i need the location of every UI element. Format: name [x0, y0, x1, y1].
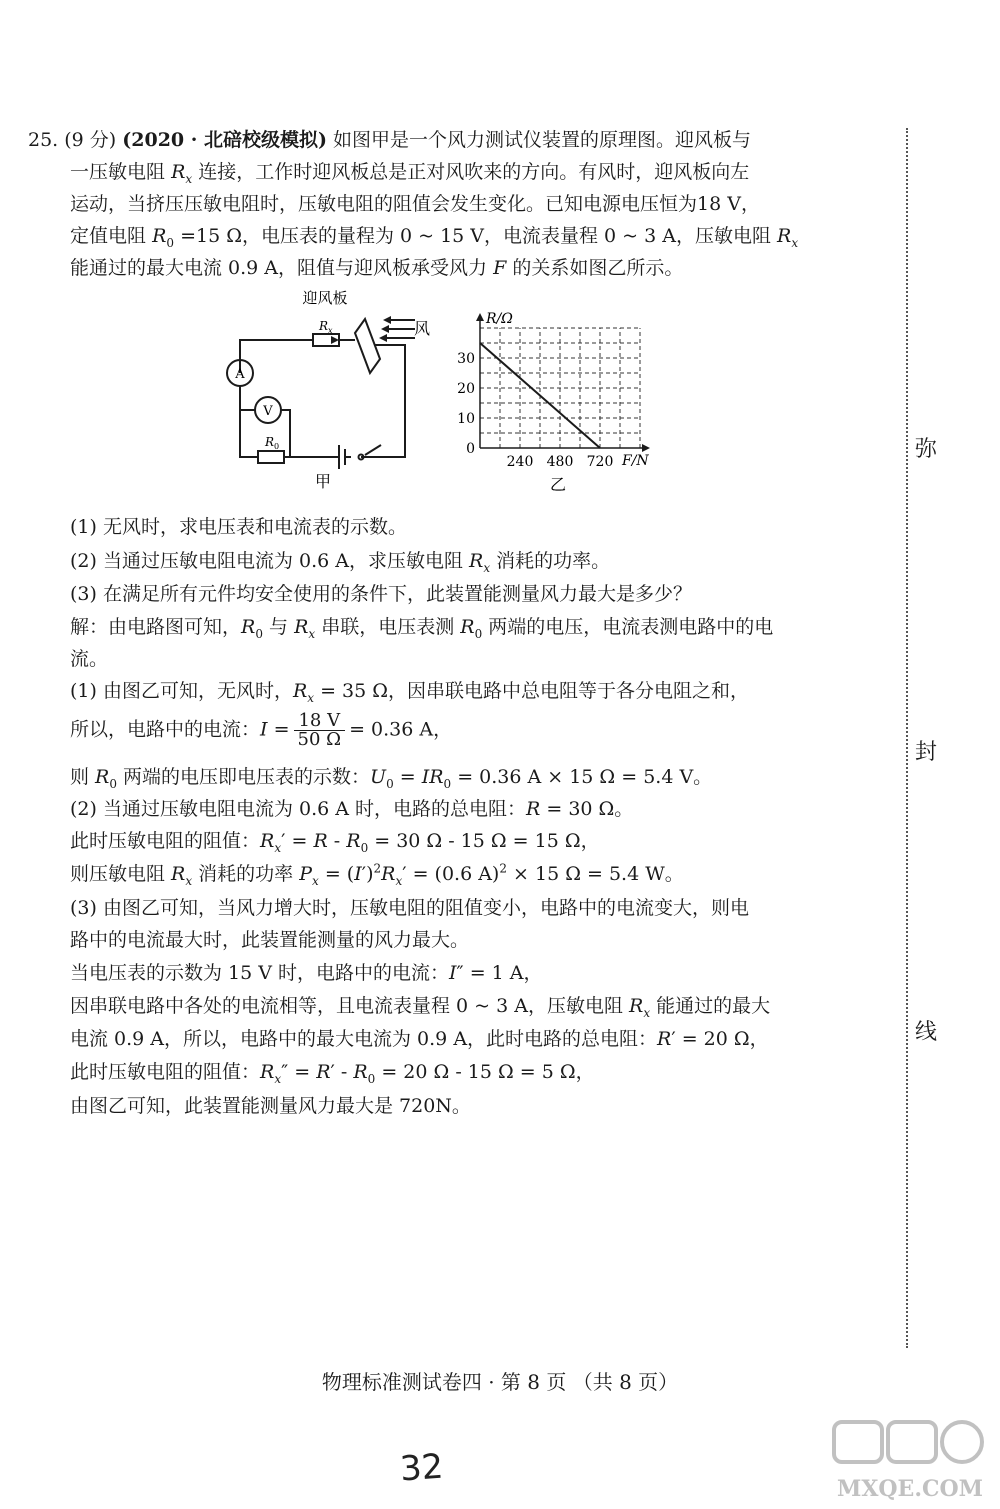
text: 消耗的功率: [192, 863, 300, 885]
text: × 15 Ω = 5.4 W。: [507, 863, 684, 885]
text: = 0.36 A × 15 Ω = 5.4 V。: [451, 766, 713, 788]
binding-dotted-line: [906, 128, 908, 1348]
text: 连接，工作时迎风板总是正对风吹来的方向。有风时，迎风板向左: [198, 161, 750, 183]
problem-line-3: [70, 192, 760, 216]
text: 两端的电压即电压表的示数：: [117, 766, 371, 788]
text: 运动，当挤压压敏电阻时，压敏电阻的阻值会发生变化。已知电源电压恒为18 V，: [70, 193, 760, 215]
solution-line-11: 当电压表的示数为 15 V 时，电路中的电流：I″ = 1 A，: [70, 962, 543, 984]
x-axis-arrow: [642, 444, 650, 452]
text: 所以，电路中的电流：: [70, 718, 261, 741]
text: = 1 A，: [463, 962, 543, 984]
wind-label: 风: [413, 319, 430, 338]
solution-line-7: 此时压敏电阻的阻值：$R_x' = R - R_0 = 30$ Ω - 15 Ω = 15 Ω，: [70, 830, 600, 855]
solution-line-12: 因串联电路中各处的电流相等，且电流表量程 0 ~ 3 A，压敏电阻 $R_x$ 能通过的最大: [70, 995, 771, 1020]
solution-line-10: 路中的电流最大时，此装置能测量的风力最大。: [70, 929, 470, 951]
text: = 30 Ω。: [540, 798, 634, 820]
rx-label: $R_x$: [319, 319, 333, 335]
handwritten-page-number: 32: [398, 1446, 445, 1490]
text: 与: [262, 616, 295, 638]
y-tick-label: 0: [466, 441, 475, 457]
solution-line-2: 流。: [70, 648, 109, 670]
graph-caption: 乙: [549, 475, 567, 494]
watermark-logo: [830, 1418, 990, 1503]
circuit-caption: 甲: [314, 472, 332, 491]
fraction-numerator: 18 V: [294, 712, 346, 731]
solution-line-1: 解：由电路图可知，$R_0$ 与 $R_x$ 串联，电压表测 $R_0$ 两端的电压，电流表测电路中的电: [70, 616, 774, 641]
problem-line-5: 能通过的最大电流 0.9 A，阻值与迎风板承受风力 F 的关系如图乙所示。: [70, 257, 684, 279]
y-axis-arrow: [476, 313, 484, 321]
x-tick-label: 720: [586, 454, 614, 470]
question-2: (2) 当通过压敏电阻电流为 0.6 A，求压敏电阻 $R_x$ 消耗的功率。: [70, 550, 611, 575]
solution-line-8: 则压敏电阻 $R_x$ 消耗的功率 $P_x = (I')^2R_x' = (0.6$ A)$^2$ × 15 Ω = 5.4 W。: [70, 861, 684, 888]
board-label: 迎风板: [302, 289, 348, 307]
y-tick-label: 20: [457, 381, 475, 397]
solution-line-13: 电流 0.9 A，所以，电路中的最大电流为 0.9 A，此时电路的总电阻：R′ = 20 Ω，: [70, 1028, 769, 1050]
text: = 35 Ω，因串联电路中总电阻等于各分电阻之和，: [314, 680, 750, 702]
text: = (0.6 A): [406, 863, 500, 885]
solution-line-15: 由图乙可知，此装置能测量风力最大是 720N。: [70, 1095, 471, 1117]
problem-line-4: 定值电阻 $R_0 =15$ Ω，电压表的量程为 0 ~ 15 V，电流表量程 0 ~ 3 A，压敏电阻 $R_x$: [70, 225, 799, 250]
x-tick-label: 480: [546, 454, 574, 470]
r-f-graph: [450, 305, 660, 495]
text: 消耗的功率。: [496, 550, 611, 572]
problem-line-2: 一压敏电阻 $R_x$ 连接，工作时迎风板总是正对风吹来的方向。有风时，迎风板向左: [70, 161, 750, 186]
margin-char-feng: 封: [915, 740, 938, 765]
r0-resistor: [258, 451, 284, 463]
text: (2) 当通过压敏电阻电流为 0.6 A，求压敏电阻: [70, 550, 463, 572]
text: 此时压敏电阻的阻值：: [70, 1061, 261, 1083]
solution-line-3: (1) 由图乙可知，无风时，$R_x = 35$ Ω，因串联电路中总电阻等于各分电阻之和，: [70, 680, 750, 705]
text: =15 Ω，电压表的量程为 0 ~ 15 V，电流表量程 0 ~ 3 A，压敏电阻: [180, 225, 771, 247]
text: 定值电阻: [70, 225, 147, 247]
text: 则: [70, 766, 96, 788]
x-axis-label: F/N: [622, 453, 649, 469]
text: 当电压表的示数为 15 V 时，电路中的电流：: [70, 962, 450, 984]
problem-text: 如图甲是一个风力测试仪装置的原理图。迎风板与: [333, 129, 752, 151]
text: 电流 0.9 A，所以，电路中的最大电流为 0.9 A，此时电路的总电阻：: [70, 1028, 658, 1050]
text: = 20 Ω，: [675, 1028, 769, 1050]
text: 的关系如图乙所示。: [512, 257, 684, 279]
problem-number: 25.: [28, 129, 59, 151]
solution-line-9: (3) 由图乙可知，当风力增大时，压敏电阻的阻值变小，电路中的电流变大，则电: [70, 897, 749, 919]
text: 此时压敏电阻的阻值：: [70, 830, 261, 852]
question-1: (1) 无风时，求电压表和电流表的示数。: [70, 516, 407, 538]
text: = 20 Ω - 15 Ω = 5 Ω，: [375, 1061, 595, 1083]
ammeter-label: A: [235, 367, 245, 382]
text: (1) 由图乙可知，无风时，: [70, 680, 293, 702]
fraction-denominator: 50 Ω: [297, 729, 342, 750]
text: 解：由电路图可知，: [70, 616, 242, 638]
solution-line-5: 则 $R_0$ 两端的电压即电压表的示数：$U_0 = IR_0 = 0.36$ A × 15 Ω = 5.4 V。: [70, 766, 713, 791]
problem-points: (9 分): [64, 129, 117, 151]
text: 串联，电压表测: [315, 616, 461, 638]
battery-symbol: [339, 445, 345, 469]
y-tick-label: 10: [457, 411, 475, 427]
text: 一压敏电阻: [70, 161, 166, 183]
x-tick-label: 240: [506, 454, 534, 470]
text: 两端的电压，电流表测电路中的电: [482, 616, 774, 638]
solution-line-14: 此时压敏电阻的阻值：$R_x'' = R' - R_0 = 20$ Ω - 15 Ω = 5 Ω，: [70, 1061, 595, 1086]
text: 因串联电路中各处的电流相等，且电流表量程 0 ~ 3 A，压敏电阻: [70, 995, 630, 1017]
problem-line-1: [28, 128, 751, 152]
page-footer: 物理标准测试卷四 · 第 8 页 （共 8 页）: [321, 1370, 679, 1394]
voltmeter-label: V: [263, 404, 273, 419]
margin-char-mi: 弥: [915, 437, 938, 462]
circuit-diagram: [215, 285, 430, 495]
text: 能通过的最大电流 0.9 A，阻值与迎风板承受风力: [70, 257, 488, 279]
text: (2) 当通过压敏电阻电流为 0.6 A 时，电路的总电阻：: [70, 798, 527, 820]
margin-char-xian: 线: [915, 1020, 938, 1045]
y-tick-label: 30: [457, 351, 475, 367]
problem-source: (2020 · 北碚校级模拟): [122, 129, 327, 151]
solution-line-6: (2) 当通过压敏电阻电流为 0.6 A 时，电路的总电阻：R = 30 Ω。: [70, 798, 634, 820]
solution-line-4: 所以，电路中的电流：I = $\frac{18 V}{50 \Omega}$ = 0.36 A，: [70, 710, 453, 750]
text: 能通过的最大: [650, 995, 771, 1017]
y-axis-label: R/Ω: [486, 311, 513, 327]
text: 则压敏电阻: [70, 863, 172, 885]
text: = 30 Ω - 15 Ω = 15 Ω，: [368, 830, 600, 852]
svg-text:MXQE.COM: MXQE.COM: [836, 1476, 984, 1502]
r0-label: $R_0$: [265, 435, 280, 451]
question-3: (3) 在满足所有元件均安全使用的条件下，此装置能测量风力最大是多少？: [70, 583, 692, 605]
current-fraction: [294, 712, 346, 749]
text: = 0.36 A，: [349, 718, 453, 741]
